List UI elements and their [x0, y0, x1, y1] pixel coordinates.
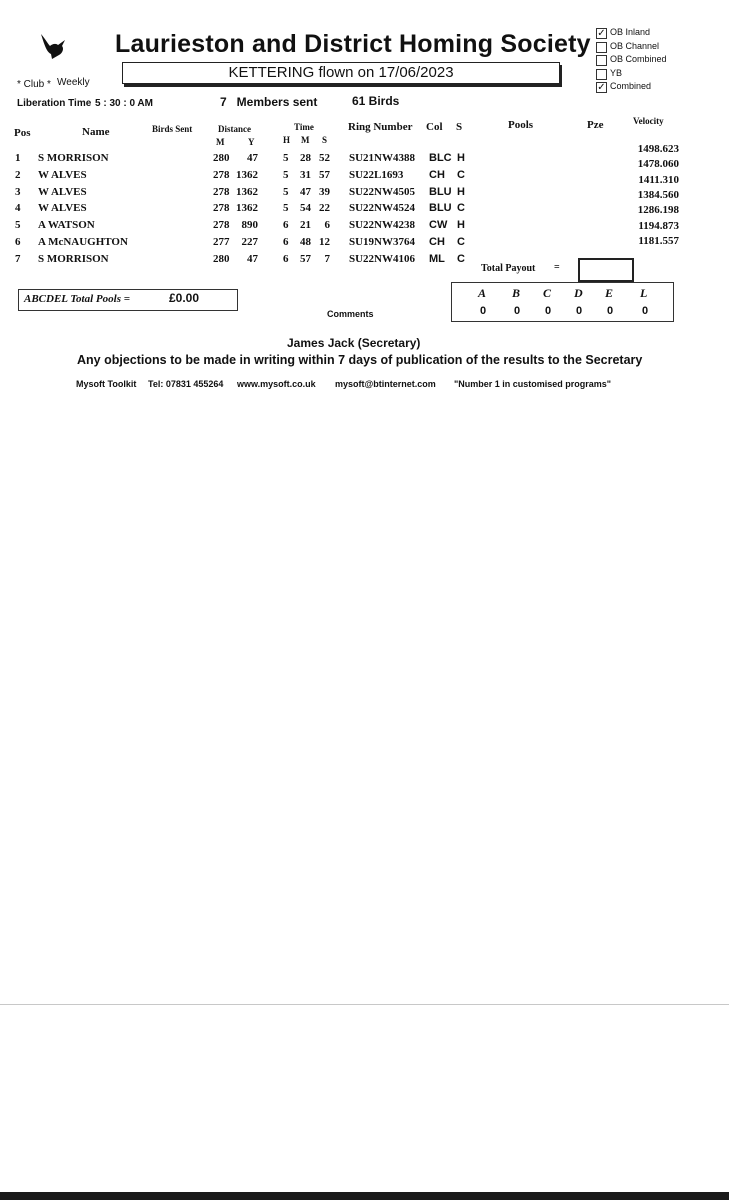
race-title: KETTERING flown on 17/06/2023: [122, 62, 560, 84]
cell-velocity: 1384.560: [637, 188, 679, 201]
cell-min: 21: [300, 219, 311, 232]
cell-y: 47: [247, 252, 258, 265]
pool-letter: A: [478, 286, 487, 300]
club-type: * Club *: [17, 79, 51, 90]
cell-pos: 3: [15, 185, 21, 198]
pool-value: 0: [576, 305, 583, 317]
cell-h: 5: [283, 202, 289, 215]
cell-h: 6: [283, 219, 289, 232]
objection-notice: Any objections to be made in writing within 7 days of publication of the results to the Secretary: [77, 353, 643, 367]
cell-s: 52: [319, 152, 330, 164]
cell-pos: 6: [15, 236, 21, 248]
cell-min: 57: [300, 252, 311, 265]
cell-pos: 2: [15, 168, 21, 181]
cell-pos: 7: [15, 252, 21, 265]
liberation-label: Liberation Time: [17, 98, 92, 109]
col-dist-y: Y: [248, 137, 255, 147]
cell-velocity: 1498.623: [637, 143, 679, 155]
cell-sex: C: [457, 236, 465, 248]
pool-value: 0: [545, 305, 552, 317]
software-slogan: "Number 1 in customised programs": [454, 379, 612, 389]
members-sent: 7 Members sent: [220, 95, 318, 109]
cell-name: W ALVES: [38, 168, 87, 181]
cell-pos: 4: [15, 202, 21, 215]
page-title: Laurieston and District Homing Society: [115, 30, 591, 58]
cell-s: 7: [324, 252, 330, 265]
cell-m: 280: [213, 152, 230, 164]
cell-y: 1362: [236, 185, 258, 198]
cell-min: 54: [300, 202, 311, 215]
option-label: OB Channel: [610, 40, 660, 51]
software-tel: Tel: 07831 455264: [148, 379, 224, 389]
cell-ring: SU22NW4524: [349, 202, 416, 215]
cell-sex: H: [457, 185, 465, 198]
pigeon-logo-icon: [38, 32, 68, 62]
cell-ring: SU19NW3764: [349, 236, 416, 248]
cell-velocity: 1411.310: [638, 173, 679, 186]
col-birds-sent: Birds Sent: [152, 124, 193, 134]
col-time-s: S: [322, 135, 328, 145]
cell-h: 6: [283, 252, 289, 265]
cell-m: 278: [213, 202, 230, 215]
pool-letter: B: [512, 286, 521, 300]
cell-velocity: 1181.557: [638, 234, 679, 247]
col-time-m: M: [301, 135, 310, 145]
liberation-time: 5 : 30 : 0 AM: [95, 98, 153, 109]
cell-h: 6: [283, 236, 289, 248]
cell-velocity: 1286.198: [637, 204, 679, 217]
cell-name: W ALVES: [38, 185, 87, 198]
col-ring: Ring Number: [348, 121, 413, 133]
pool-value: 0: [514, 305, 521, 317]
col-name: Name: [82, 126, 110, 138]
col-sex: S: [456, 121, 463, 133]
cell-s: 57: [319, 168, 330, 181]
cell-pos: 1: [15, 152, 21, 164]
checkbox-checked-icon[interactable]: ✓: [597, 28, 606, 39]
scan-bottom-edge: [0, 1192, 729, 1200]
secretary-name: James Jack (Secretary): [287, 336, 421, 350]
cell-min: 28: [300, 152, 311, 164]
pool-letter: D: [574, 286, 583, 300]
option-label: OB Combined: [610, 54, 667, 64]
option-label: OB Inland: [610, 27, 651, 37]
checkbox-empty-icon[interactable]: [596, 55, 607, 66]
cell-velocity: 1194.873: [638, 219, 679, 232]
total-pools-value: £0.00: [169, 291, 200, 305]
cell-y: 47: [247, 152, 258, 164]
frequency: Weekly: [57, 77, 90, 88]
option-label: Combined: [610, 81, 652, 91]
cell-col: BLU: [429, 185, 452, 198]
cell-col: ML: [429, 252, 445, 265]
cell-sex: C: [457, 202, 465, 215]
cell-h: 5: [283, 168, 289, 181]
pool-value: 0: [642, 305, 649, 317]
cell-ring: SU22NW4106: [349, 252, 416, 265]
cell-m: 278: [213, 168, 230, 181]
cell-min: 47: [300, 185, 311, 198]
cell-y: 890: [241, 219, 258, 232]
pool-value: 0: [607, 305, 614, 317]
software-email[interactable]: mysoft@btinternet.com: [335, 379, 436, 389]
cell-sex: H: [457, 152, 465, 164]
cell-col: CH: [429, 168, 445, 181]
cell-pos: 5: [15, 219, 21, 232]
col-pos: Pos: [14, 127, 31, 139]
col-col: Col: [426, 121, 443, 133]
cell-min: 48: [300, 236, 311, 248]
software-name: Mysoft Toolkit: [76, 379, 137, 389]
cell-name: W ALVES: [38, 202, 87, 215]
total-payout-box: [578, 258, 634, 282]
col-dist-m: M: [216, 137, 225, 147]
cell-name: S MORRISON: [38, 252, 109, 265]
cell-m: 277: [213, 236, 230, 248]
cell-sex: H: [457, 219, 465, 232]
cell-m: 280: [213, 252, 230, 265]
birds-total: 61 Birds: [352, 94, 400, 108]
cell-velocity: 1478.060: [637, 158, 679, 171]
checkbox-empty-icon[interactable]: [596, 42, 607, 53]
page-edge-divider: [0, 1004, 729, 1005]
cell-min: 31: [300, 168, 311, 181]
cell-col: BLU: [429, 202, 452, 215]
option-label: YB: [610, 67, 623, 78]
col-pools: Pools: [508, 119, 534, 131]
cell-m: 278: [213, 219, 230, 232]
cell-s: 6: [324, 219, 330, 232]
pool-letter: E: [605, 286, 614, 300]
col-time-h: H: [283, 135, 291, 145]
cell-ring: SU22NW4505: [349, 185, 416, 198]
cell-name: A WATSON: [38, 219, 95, 232]
checkbox-checked-icon[interactable]: ✓: [597, 82, 606, 93]
col-distance: Distance: [218, 124, 251, 134]
col-time: Time: [294, 122, 314, 132]
cell-sex: C: [457, 168, 465, 181]
cell-s: 12: [319, 236, 330, 248]
pool-letter: C: [543, 286, 552, 300]
cell-sex: C: [457, 252, 465, 265]
total-pools-label: ABCDEL Total Pools =: [24, 293, 130, 305]
cell-ring: SU21NW4388: [349, 152, 416, 164]
comments-label: Comments: [327, 309, 374, 319]
checkbox-empty-icon[interactable]: [596, 69, 607, 80]
pool-letter: L: [640, 286, 648, 300]
cell-s: 39: [319, 185, 330, 198]
cell-s: 22: [319, 202, 330, 215]
cell-ring: SU22L1693: [349, 168, 404, 181]
cell-col: BLC: [429, 152, 452, 164]
cell-y: 227: [241, 236, 258, 248]
cell-y: 1362: [236, 202, 258, 215]
cell-name: S MORRISON: [38, 152, 109, 164]
cell-name: A McNAUGHTON: [38, 236, 128, 248]
cell-col: CW: [429, 219, 448, 232]
total-payout-eq: =: [554, 262, 560, 273]
cell-h: 5: [283, 152, 289, 164]
col-pze: Pze: [587, 119, 604, 131]
total-payout-label: Total Payout: [481, 263, 536, 274]
cell-y: 1362: [236, 168, 258, 181]
cell-m: 278: [213, 185, 230, 198]
pool-value: 0: [480, 305, 487, 317]
software-web[interactable]: www.mysoft.co.uk: [237, 379, 316, 389]
col-velocity: Velocity: [633, 116, 664, 126]
cell-col: CH: [429, 236, 445, 248]
cell-h: 5: [283, 185, 289, 198]
cell-ring: SU22NW4238: [349, 219, 416, 232]
